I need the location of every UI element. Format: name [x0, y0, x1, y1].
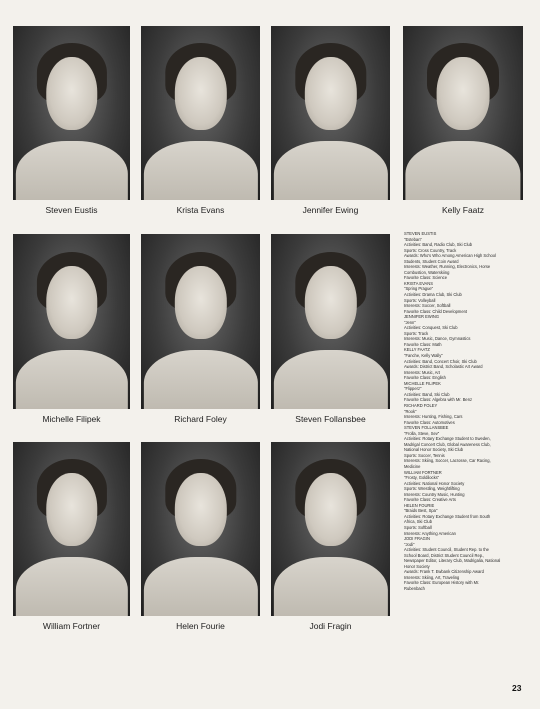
bio-line: Interests: Music, Dance, Gymnastics: [404, 336, 471, 342]
bio-line: Activities: National Honor Society: [404, 480, 465, 486]
bio-line: JODI FRAGIN: [404, 536, 430, 542]
bio-line: Awards: Frank T. Ewbank Citizenship Award: [404, 569, 484, 575]
bio-line: Madrigal Concert Club, Global Awareness Club,: [404, 441, 491, 447]
bio-line: Favorite Class: Math: [404, 341, 442, 347]
student-bio-column: [404, 231, 532, 592]
bio-line: Activities: Band, Ski Club: [404, 391, 450, 397]
bio-line: STEVEN FOLLANSBEE: [404, 425, 449, 431]
bio-line: "Rook": [404, 408, 417, 414]
student-name: Jennifer Ewing: [302, 205, 359, 215]
bio-line: "Spring Prague": [404, 286, 434, 292]
bio-line: Favorite Class: Child Development: [404, 308, 468, 314]
bio-line: Interests: Anything American: [404, 530, 456, 536]
bio-line: Interests: Skiing, Art, Traveling: [404, 574, 460, 580]
bio-line: Sports: Soccer, Tennis: [404, 452, 445, 458]
bio-line: KRISTA EVANS: [404, 280, 433, 286]
bio-line: Sports: Cross Country, Track: [404, 247, 457, 253]
bio-line: "Fanche, Kelly Wally": [404, 353, 443, 359]
bio-line: "Braids Best, Spa": [404, 508, 438, 514]
bio-line: Sports: Wrestling, Weightlifting: [404, 486, 460, 492]
bio-line: Activities: Student Council, Student Rep. to the: [404, 547, 489, 553]
bio-line: "Esteban": [404, 236, 422, 242]
student-name: Helen Fourie: [176, 621, 225, 631]
bio-line: "Flipperz": [404, 386, 422, 392]
bio-line: "Frolla, Steve, Sev": [404, 430, 440, 436]
bio-line: Sports: Volleyball: [404, 297, 436, 303]
bio-line: RICHARD FOLEY: [404, 402, 438, 408]
portrait-photo: [271, 442, 390, 616]
bio-line: National Honor Society, Ski Club: [404, 447, 464, 453]
portrait-photo: [141, 234, 260, 409]
bio-line: Favorite Class: Creative Arts: [404, 497, 456, 503]
bio-line: Favorite Class: Science: [404, 275, 448, 281]
bio-line: "Jodi": [404, 541, 415, 547]
bio-line: KELLY FAATZ: [404, 347, 430, 353]
bio-line: Interests: Skiing, Soccer, Lacrosse, Car Racing,: [404, 458, 491, 464]
bio-line: Activities: Rotary Exchange Student from South: [404, 513, 491, 519]
bio-line: Newspaper Editor, Literary Club, Madrigalia, National: [404, 558, 501, 564]
portrait-photo: [271, 26, 390, 200]
portrait-photo: [13, 234, 130, 409]
bio-line: Africa, Ski Club: [404, 519, 432, 525]
bio-line: Honor Society: [404, 563, 430, 569]
bio-line: Interests: Weather, Running, Electronics, Horse: [404, 264, 491, 270]
bio-line: Rubenbach: [404, 586, 425, 591]
bio-line: Students, Student Coin Award: [404, 258, 459, 264]
portrait-photo: [13, 442, 130, 616]
student-name: Steven Follansbee: [295, 414, 366, 424]
bio-line: Medicine: [404, 463, 421, 469]
bio-line: JENNIFER EWING: [404, 314, 440, 320]
bio-line: Favorite Class: English: [404, 375, 446, 381]
bio-line: Activities: Band, Radio Club, Ski Club: [404, 242, 473, 248]
bio-line: Combustion, Waterskiing: [404, 269, 450, 275]
student-name: Steven Eustis: [45, 205, 98, 215]
bio-line: MICHELLE FILIPEK: [404, 380, 441, 386]
bio-line: Favorite Class: European History with Mr.: [404, 580, 480, 586]
student-name: Jodi Fragin: [309, 621, 352, 631]
bio-line: Awards: Who's Who Among American High School: [404, 253, 496, 259]
bio-line: Activities: Drama Club, Ski Club: [404, 292, 462, 298]
portrait-photo: [141, 442, 260, 616]
student-name: William Fortner: [42, 621, 101, 631]
portrait-photo: [271, 234, 390, 409]
portrait-photo: [141, 26, 260, 200]
page-number: 23: [512, 683, 522, 693]
bio-line: WILLIAM FORTNER: [404, 469, 442, 475]
student-name: Michelle Filipek: [42, 414, 101, 424]
bio-line: Activities: Band, Concert Choir, Ski Club: [404, 358, 477, 364]
bio-line: Sports: Softball: [404, 524, 432, 530]
bio-line: Interests: Hunting, Fishing, Cars: [404, 414, 463, 420]
bio-line: Activities: Rotary Exchange Student to Sweden,: [404, 436, 491, 442]
portrait-photo: [403, 26, 523, 200]
bio-line: Interests: Soccer, Softball: [404, 303, 451, 309]
bio-line: Favorite Class: Algebra with Mr. Benz: [404, 397, 473, 403]
bio-line: Awards: District Band, Scholastic Art Award: [404, 364, 483, 370]
bio-line: Favorite Class: Automotives: [404, 419, 455, 425]
bio-line: School Board, District Student Council Rep.,: [404, 552, 485, 558]
bio-line: Interests: Music, Art: [404, 369, 440, 375]
student-name: Kelly Faatz: [441, 205, 485, 215]
student-name: Krista Evans: [176, 205, 225, 215]
bio-line: STEVEN EUSTIS: [404, 231, 437, 236]
bio-line: "Frosty, Goldilocks": [404, 475, 440, 481]
bio-line: Sports: Track: [404, 330, 429, 336]
bio-line: Activities: Conquest, Ski Club: [404, 325, 458, 331]
bio-line: "Jenn": [404, 319, 416, 325]
bio-line: HELEN FOURIE: [404, 502, 435, 508]
student-name: Richard Foley: [174, 414, 227, 424]
portrait-photo: [13, 26, 130, 200]
bio-line: Interests: Country Music, Hunting: [404, 491, 465, 497]
